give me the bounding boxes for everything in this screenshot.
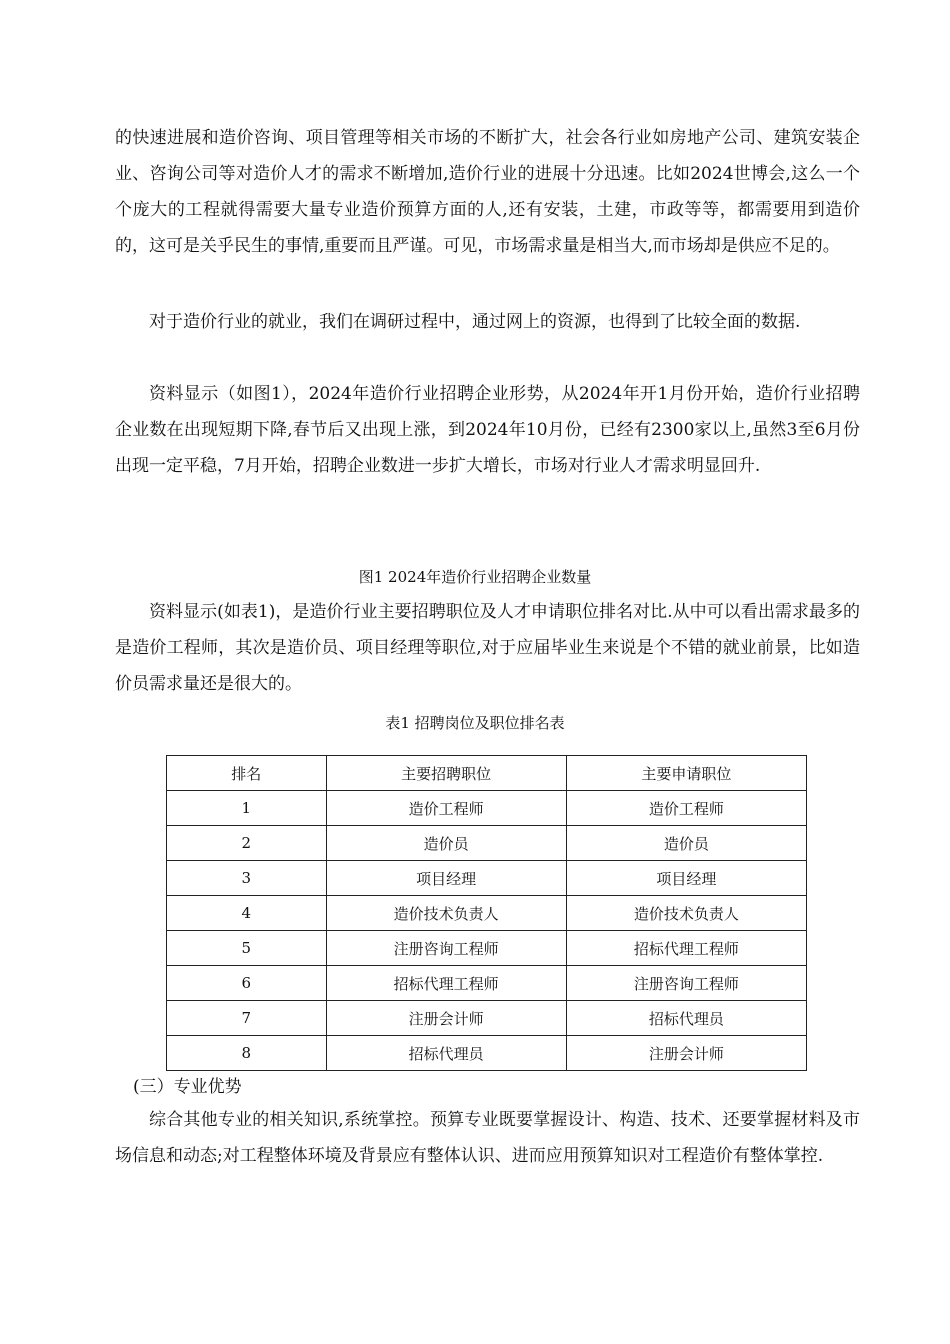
table-caption: 表1 招聘岗位及职位排名表 [385, 714, 565, 732]
table-row [167, 791, 807, 826]
table-row [167, 931, 807, 966]
table-cell-rank: 2 [167, 826, 327, 861]
table-cell-apply: 项目经理 [566, 861, 806, 896]
table-row [167, 966, 807, 1001]
table-cell-rank: 4 [167, 896, 327, 931]
table-row [167, 896, 807, 931]
paragraph-market-demand: 的快速进展和造价咨询、项目管理等相关市场的不断扩大，社会各行业如房地产公司、建筑安装企业、咨询公司等对造价人才的需求不断增加,造价行业的进展十分迅速。比如2024世博会,这么一个个庞大的工程就得需要大量专业造价预算方面的人,还有安装，土建，市政等等，都需要用到造价的，这可是关乎民生的事情,重要而且严谨。可见，市场需求量是相当大,而市场却是供应不足的。 [115, 128, 860, 256]
table-cell-apply: 注册咨询工程师 [566, 966, 806, 1001]
table-cell-recruit: 造价员 [326, 826, 566, 861]
table-cell-apply: 造价技术负责人 [566, 896, 806, 931]
table-header-row [167, 756, 807, 791]
table-cell-recruit: 造价工程师 [326, 791, 566, 826]
table-cell-recruit: 注册会计师 [326, 1001, 566, 1036]
table-cell-apply: 造价工程师 [566, 791, 806, 826]
table-row [167, 861, 807, 896]
paragraph-professional-advantage: 综合其他专业的相关知识,系统掌控。预算专业既要掌握设计、构造、技术、还要掌握材料及市场信息和动态;对工程整体环境及背景应有整体认识、进而应用预算知识对工程造价有整体掌控. [115, 1110, 860, 1166]
paragraph-table-reference: 资料显示(如表1)，是造价行业主要招聘职位及人才申请职位排名对比.从中可以看出需求最多的是造价工程师，其次是造价员、项目经理等职位,对于应届毕业生来说是个不错的就业前景，比如造价员需求量还是很大的。 [115, 602, 860, 694]
figure-caption: 图1 2024年造价行业招聘企业数量 [358, 568, 592, 586]
table-cell-rank: 8 [167, 1036, 327, 1071]
table-cell-rank: 7 [167, 1001, 327, 1036]
table-cell-apply: 注册会计师 [566, 1036, 806, 1071]
table-cell-rank: 5 [167, 931, 327, 966]
table-cell-apply: 招标代理工程师 [566, 931, 806, 966]
ranking-table [166, 755, 807, 1071]
table-cell-apply: 招标代理员 [566, 1001, 806, 1036]
table-cell-recruit: 招标代理工程师 [326, 966, 566, 1001]
table-row [167, 1001, 807, 1036]
paragraph-employment-intro: 对于造价行业的就业，我们在调研过程中，通过网上的资源，也得到了比较全面的数据. [149, 312, 801, 332]
table-cell-recruit: 招标代理员 [326, 1036, 566, 1071]
table-cell-rank: 6 [167, 966, 327, 1001]
table-row [167, 1036, 807, 1071]
table-header-cell: 主要申请职位 [566, 756, 806, 791]
paragraph-figure-reference: 资料显示（如图1），2024年造价行业招聘企业形势，从2024年开1月份开始，造价行业招聘企业数在出现短期下降,春节后又出现上涨，到2024年10月份，已经有2300家以上,虽然3至6月份出现一定平稳，7月开始，招聘企业数进一步扩大增长，市场对行业人才需求明显回升. [115, 384, 860, 476]
section-heading: (三）专业优势 [133, 1077, 242, 1097]
table-header-cell: 主要招聘职位 [326, 756, 566, 791]
table-cell-rank: 1 [167, 791, 327, 826]
table-cell-recruit: 造价技术负责人 [326, 896, 566, 931]
table-cell-apply: 造价员 [566, 826, 806, 861]
table-cell-recruit: 注册咨询工程师 [326, 931, 566, 966]
table-row [167, 826, 807, 861]
table-cell-rank: 3 [167, 861, 327, 896]
table-header-cell: 排名 [167, 756, 327, 791]
table-cell-recruit: 项目经理 [326, 861, 566, 896]
